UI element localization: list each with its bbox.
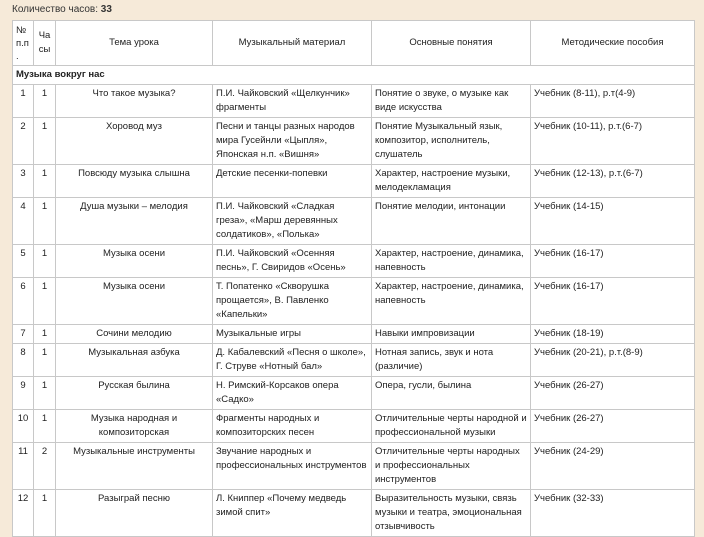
cell-material: Фрагменты народных и композиторских песен	[213, 410, 372, 443]
cell-material: Н. Римский-Корсаков опера «Садко»	[213, 377, 372, 410]
table-row	[13, 377, 695, 410]
cell-topic: Музыка осени	[56, 245, 213, 278]
cell-material: Д. Кабалевский «Песня о школе», Г. Струве «Нотный бал»	[213, 344, 372, 377]
cell-hours: 1	[34, 245, 56, 278]
cell-material: Л. Книппер «Почему медведь зимой спит»	[213, 490, 372, 537]
cell-topic: Музыка осени	[56, 278, 213, 325]
cell-hours: 1	[34, 325, 56, 344]
cell-num: 11	[13, 443, 34, 490]
cell-concepts: Характер, настроение музыки, мелодекламация	[372, 165, 531, 198]
cell-hours: 2	[34, 443, 56, 490]
cell-material: Звучание народных и профессиональных инструментов	[213, 443, 372, 490]
header-hours: Часы	[34, 21, 56, 66]
cell-num: 7	[13, 325, 34, 344]
cell-topic: Русская былина	[56, 377, 213, 410]
cell-concepts: Понятие мелодии, интонации	[372, 198, 531, 245]
table-row	[13, 325, 695, 344]
cell-aids: Учебник (10-11), р.т.(6-7)	[531, 118, 695, 165]
table-row	[13, 490, 695, 537]
cell-hours: 1	[34, 377, 56, 410]
hours-value: 33	[100, 4, 112, 15]
cell-aids: Учебник (16-17)	[531, 245, 695, 278]
header-aids: Методические пособия	[531, 21, 695, 66]
cell-topic: Музыка народная и композиторская	[56, 410, 213, 443]
cell-num: 10	[13, 410, 34, 443]
cell-num: 4	[13, 198, 34, 245]
header-topic: Тема урока	[56, 21, 213, 66]
cell-hours: 1	[34, 85, 56, 118]
cell-aids: Учебник (14-15)	[531, 198, 695, 245]
cell-num: 8	[13, 344, 34, 377]
cell-material: Детские песенки-попевки	[213, 165, 372, 198]
cell-num: 2	[13, 118, 34, 165]
table-row	[13, 443, 695, 490]
cell-num: 12	[13, 490, 34, 537]
cell-concepts: Отличительные черты народной и профессиональной музыки	[372, 410, 531, 443]
cell-aids: Учебник (32-33)	[531, 490, 695, 537]
cell-concepts: Отличительные черты народных и профессиональных инструментов	[372, 443, 531, 490]
table-row	[13, 118, 695, 165]
hours-label: Количество часов:	[12, 4, 99, 15]
cell-aids: Учебник (24-29)	[531, 443, 695, 490]
table-row	[13, 344, 695, 377]
cell-aids: Учебник (12-13), р.т.(6-7)	[531, 165, 695, 198]
section-row	[13, 66, 695, 85]
cell-material: П.И. Чайковский «Осенняя песнь», Г. Свиридов «Осень»	[213, 245, 372, 278]
table-row	[13, 198, 695, 245]
cell-aids: Учебник (26-27)	[531, 410, 695, 443]
cell-hours: 1	[34, 118, 56, 165]
cell-hours: 1	[34, 278, 56, 325]
cell-concepts: Понятие о звуке, о музыке как виде искусства	[372, 85, 531, 118]
cell-hours: 1	[34, 198, 56, 245]
cell-hours: 1	[34, 410, 56, 443]
cell-topic: Сочини мелодию	[56, 325, 213, 344]
header-num: № п.п.	[13, 21, 34, 66]
cell-topic: Повсюду музыка слышна	[56, 165, 213, 198]
header-concepts: Основные понятия	[372, 21, 531, 66]
header-material: Музыкальный материал	[213, 21, 372, 66]
hours-count	[0, 0, 704, 20]
cell-topic: Душа музыки – мелодия	[56, 198, 213, 245]
cell-num: 6	[13, 278, 34, 325]
table-row	[13, 245, 695, 278]
cell-aids: Учебник (26-27)	[531, 377, 695, 410]
cell-aids: Учебник (18-19)	[531, 325, 695, 344]
table-row	[13, 410, 695, 443]
cell-topic: Хоровод муз	[56, 118, 213, 165]
cell-hours: 1	[34, 344, 56, 377]
cell-num: 1	[13, 85, 34, 118]
cell-num: 5	[13, 245, 34, 278]
cell-material: П.И. Чайковский «Щелкунчик» фрагменты	[213, 85, 372, 118]
cell-hours: 1	[34, 490, 56, 537]
cell-concepts: Выразительность музыки, связь музыки и театра, эмоциональная отзывчивость	[372, 490, 531, 537]
cell-concepts: Характер, настроение, динамика, напевность	[372, 245, 531, 278]
cell-topic: Что такое музыка?	[56, 85, 213, 118]
cell-material: П.И. Чайковский «Сладкая греза», «Марш деревянных солдатиков», «Полька»	[213, 198, 372, 245]
cell-concepts: Навыки импровизации	[372, 325, 531, 344]
cell-aids: Учебник (16-17)	[531, 278, 695, 325]
cell-aids: Учебник (8-11), р.т(4-9)	[531, 85, 695, 118]
table-wrapper	[0, 20, 704, 537]
cell-concepts: Понятие Музыкальный язык, композитор, исполнитель, слушатель	[372, 118, 531, 165]
cell-hours: 1	[34, 165, 56, 198]
table-row	[13, 278, 695, 325]
cell-topic: Музыкальные инструменты	[56, 443, 213, 490]
section-title: Музыка вокруг нас	[13, 66, 695, 85]
table-header-row	[13, 21, 695, 66]
cell-concepts: Опера, гусли, былина	[372, 377, 531, 410]
table-row	[13, 85, 695, 118]
cell-concepts: Нотная запись, звук и нота (различие)	[372, 344, 531, 377]
cell-material: Музыкальные игры	[213, 325, 372, 344]
cell-material: Т. Попатенко «Скворушка прощается», В. Павленко «Капельки»	[213, 278, 372, 325]
cell-material: Песни и танцы разных народов мира Гусейнли «Цыпля», Японская н.п. «Вишня»	[213, 118, 372, 165]
cell-num: 3	[13, 165, 34, 198]
table-row	[13, 165, 695, 198]
lesson-plan-table	[12, 20, 695, 537]
cell-num: 9	[13, 377, 34, 410]
cell-aids: Учебник (20-21), р.т.(8-9)	[531, 344, 695, 377]
cell-topic: Разыграй песню	[56, 490, 213, 537]
cell-topic: Музыкальная азбука	[56, 344, 213, 377]
cell-concepts: Характер, настроение, динамика, напевность	[372, 278, 531, 325]
